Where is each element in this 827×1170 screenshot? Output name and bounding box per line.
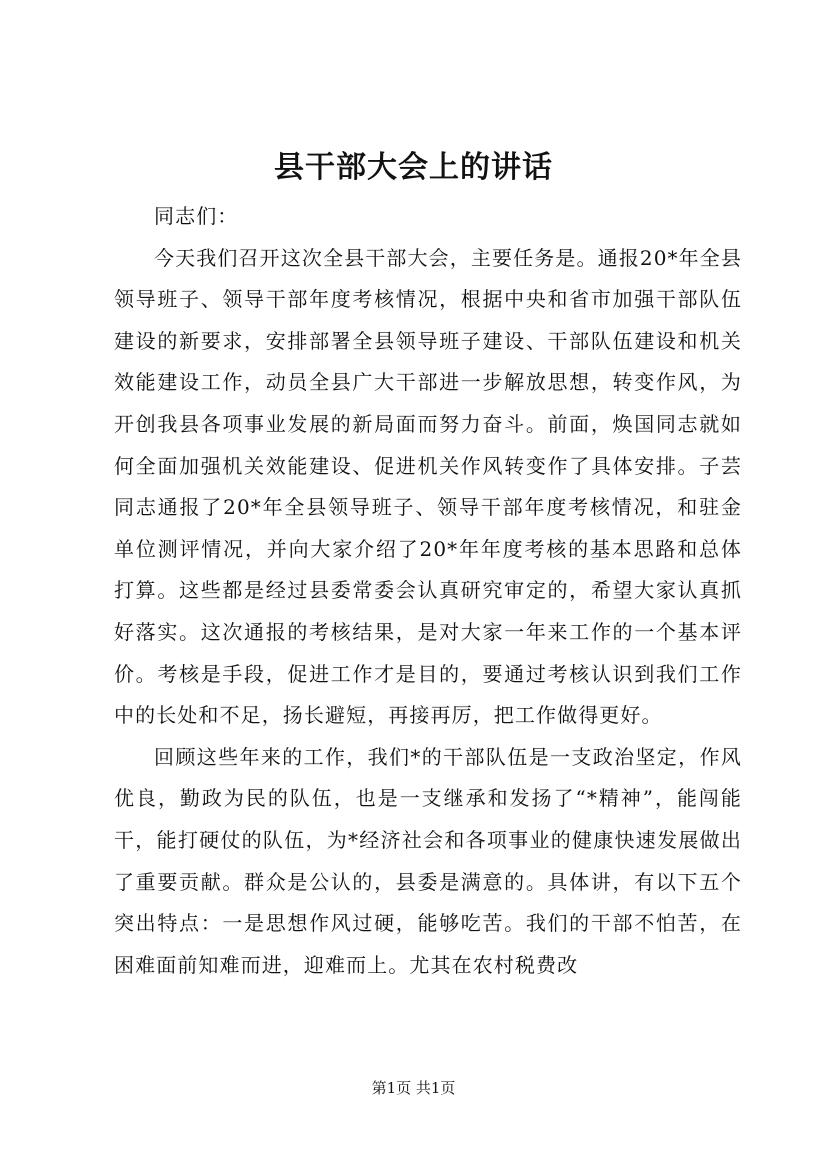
body-paragraph-2: 回顾这些年来的工作，我们*的干部队伍是一支政治坚定，作风优良，勤政为民的队伍，也是一支继承和发扬了“*精神”，能闯能干，能打硬仗的队伍，为*经济社会和各项事业的健康快速发展做出了重要贡献。群众是公认的，县委是满意的。具体讲，有以下五个突出特点：一是思想作风过硬，能够吃苦。我们的干部不怕苦，在困难面前知难而进，迎难而上。尤其在农村税费改 xyxy=(114,744,742,977)
body-paragraph-1: 今天我们召开这次全县干部大会，主要任务是。通报20*年全县领导班子、领导干部年度考核情况，根据中央和省市加强干部队伍建设的新要求，安排部署全县领导班子建设、干部队伍建设和机关效能建设工作，动员全县广大干部进一步解放思想，转变作风，为开创我县各项事业发展的新局面而努力奋斗。前面，焕国同志就如何全面加强机关效能建设、促进机关作风转变作了具体安排。子芸同志通报了20*年全县领导班子、领导干部年度考核情况，和驻金单位测评情况，并向大家介绍了20*年年度考核的基本思路和总体打算。这些都是经过县委常委会认真研究审定的，希望大家认真抓好落实。这次通报的考核结果，是对大家一年来工作的一个基本评价。考核是手段，促进工作才是目的，要通过考核认识到我们工作中的长处和不足，扬长避短，再接再厉，把工作做得更好。 xyxy=(114,245,742,728)
document-title: 县干部大会上的讲话 xyxy=(274,150,553,185)
document-body xyxy=(114,196,742,986)
salutation-paragraph: 同志们： xyxy=(154,204,239,228)
page-number-footer: 第1页 共1页 xyxy=(371,1079,456,1097)
